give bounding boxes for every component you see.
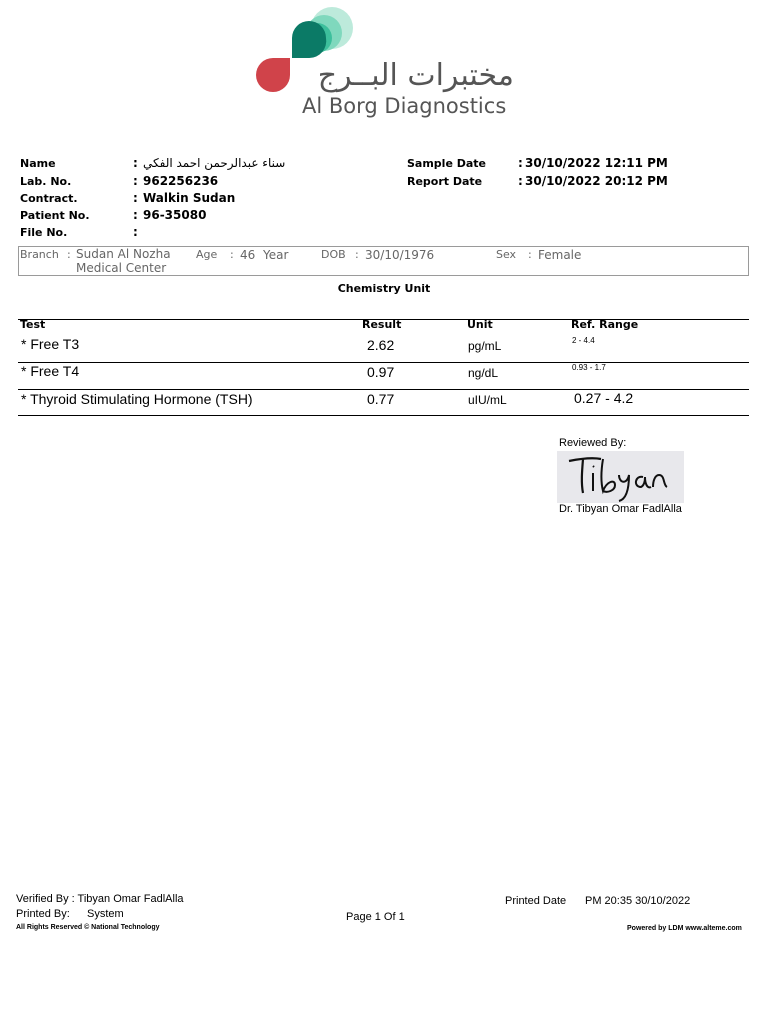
age-colon: :: [230, 248, 234, 261]
sex-label: Sex: [496, 248, 517, 261]
report-date-label: Report Date: [407, 175, 483, 188]
sex-value: Female: [538, 248, 582, 262]
contract-label: Contract.: [20, 192, 78, 205]
patient-no-value: 96-35080: [143, 208, 207, 222]
report-date-colon: :: [518, 174, 523, 188]
sample-date-colon: :: [518, 156, 523, 170]
header-test: Test: [20, 318, 46, 331]
signature-image: [557, 451, 684, 503]
file-no-label: File No.: [20, 226, 68, 239]
row-test: * Thyroid Stimulating Hormone (TSH): [21, 391, 253, 407]
page-number: Page 1 Of 1: [346, 911, 405, 923]
printed-by-value: System: [87, 908, 124, 920]
printed-by-label: Printed By:: [16, 908, 70, 920]
patient-no-label: Patient No.: [20, 209, 90, 222]
header-ref-range: Ref. Range: [571, 318, 639, 331]
branch-label: Branch: [20, 248, 59, 261]
age-value: 46: [240, 248, 256, 262]
file-no-colon: :: [133, 225, 138, 239]
name-label: Name: [20, 157, 56, 170]
branch-colon: :: [67, 248, 71, 261]
report-date-value: 30/10/2022 20:12 PM: [525, 174, 668, 188]
row-unit: ng/dL: [468, 366, 499, 380]
powered-by: Powered by LDM www.alteme.com: [627, 925, 742, 932]
name-colon: :: [133, 156, 138, 170]
row-result: 2.62: [367, 337, 395, 353]
row-test: * Free T4: [21, 363, 80, 379]
age-label: Age: [196, 248, 218, 261]
lab-no-label: Lab. No.: [20, 175, 72, 188]
reviewer-name: Dr. Tibyan Omar FadlAlla: [559, 503, 682, 515]
verified-by: Verified By : Tibyan Omar FadlAlla: [16, 893, 184, 905]
row-unit: pg/mL: [468, 339, 502, 353]
branch-line2: Medical Center: [76, 261, 167, 275]
lab-no-value: 962256236: [143, 174, 219, 188]
contract-value: Walkin Sudan: [143, 191, 236, 205]
row-result: 0.97: [367, 364, 395, 380]
sex-colon: :: [528, 248, 532, 261]
dob-label: DOB: [321, 248, 346, 261]
lab-no-colon: :: [133, 174, 138, 188]
row-ref: 0.27 - 4.2: [574, 390, 634, 406]
sample-date-value: 30/10/2022 12:11 PM: [525, 156, 668, 170]
logo-leaf-dark: [292, 21, 326, 58]
brand-name-english: Al Borg Diagnostics: [302, 94, 507, 118]
printed-date-label: Printed Date: [505, 895, 567, 907]
dob-value: 30/10/1976: [365, 248, 435, 262]
logo-leaf-red: [256, 58, 290, 92]
rights-notice: All Rights Reserved © National Technology: [16, 924, 160, 931]
section-title: Chemistry Unit: [337, 282, 431, 295]
row-test: * Free T3: [21, 336, 80, 352]
printed-date-value: PM 20:35 30/10/2022: [585, 895, 691, 907]
table-bottom-rule: [18, 415, 749, 416]
row-divider: [18, 389, 749, 390]
header-result: Result: [362, 318, 402, 331]
row-ref: 2 - 4.4: [572, 336, 595, 345]
row-divider: [18, 362, 749, 363]
signature-stroke: [557, 451, 684, 503]
reviewed-by-label: Reviewed By:: [559, 437, 627, 449]
patient-no-colon: :: [133, 208, 138, 222]
branch-line1: Sudan Al Nozha: [76, 247, 171, 261]
row-unit: uIU/mL: [468, 393, 507, 407]
age-unit: Year: [263, 248, 289, 262]
contract-colon: :: [133, 191, 138, 205]
brand-name-arabic: مختبرات البــرج: [317, 58, 514, 93]
header-unit: Unit: [467, 318, 493, 331]
row-ref: 0.93 - 1.7: [572, 363, 606, 372]
sample-date-label: Sample Date: [407, 157, 487, 170]
row-result: 0.77: [367, 391, 395, 407]
dob-colon: :: [355, 248, 359, 261]
name-value: سناء عبدالرحمن احمد الفكي: [143, 156, 286, 170]
